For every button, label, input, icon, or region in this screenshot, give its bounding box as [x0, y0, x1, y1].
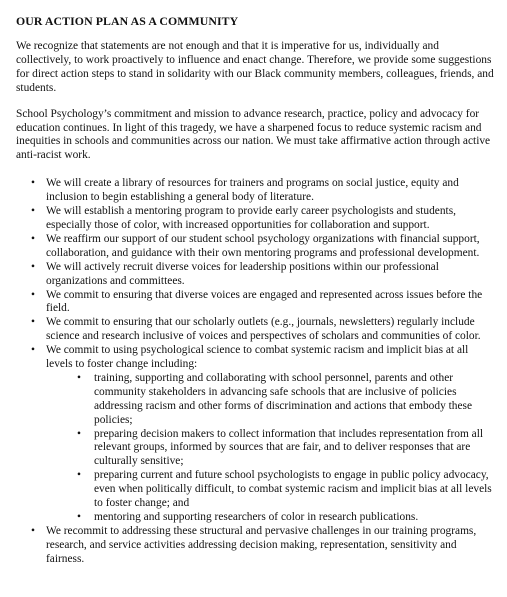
action-item-scholarly-outlets: • We commit to ensuring that our scholarly outlets (e.g., journals, newsletters) regularly include science and research inclusive of voices and perspectives of scholars and communities of color.: [16, 316, 495, 344]
action-item-diverse-voices: • We commit to ensuring that diverse voices are engaged and represented across issues before the field.: [16, 289, 495, 317]
sub-item-mentoring-researchers: • mentoring and supporting researchers of color in research publications.: [46, 511, 495, 525]
action-list: [16, 177, 495, 566]
action-item-psych-science: [16, 344, 495, 525]
intro-paragraph: We recognize that statements are not enough and that it is imperative for us, individually and collectively, to work proactively to influence and enact change. Therefore, we provide some suggestions for direct action steps to stand in solidarity with our Black community members, colleagues, friends, and students.: [16, 40, 494, 94]
sub-item-decision-makers: • preparing decision makers to collect information that includes representation from all relevant groups, informed by sources that are fair, and to deliver responses that are culturally sensitive;: [46, 428, 495, 470]
action-item-psych-science-text: We commit to using psychological science to combat systemic racism and implicit bias at all levels to foster change including:: [46, 344, 469, 371]
sub-action-list: [46, 372, 495, 525]
section-title: OUR ACTION PLAN AS A COMMUNITY: [16, 14, 239, 28]
action-item-recommit: • We recommit to addressing these structural and pervasive challenges in our training programs, research, and service activities addressing decision making, representation, sensitivity and fairness.: [16, 525, 495, 567]
sub-item-training: • training, supporting and collaborating with school personnel, parents and other community stakeholders in advancing safe schools that are inclusive of policies addressing racism and other forms of discrimination and actions that embody these policies;: [46, 372, 495, 428]
action-item-recruit: • We will actively recruit diverse voices for leadership positions within our professional organizations and committees.: [16, 261, 495, 289]
action-item-mentoring: • We will establish a mentoring program to provide early career psychologists and students, especially those of color, with increased opportunities for collaboration and support.: [16, 205, 495, 233]
commitment-paragraph: School Psychology’s commitment and mission to advance research, practice, policy and advocacy for education continues. In light of this tragedy, we have a sharpened focus to reduce systemic racism and inequities in schools and communities across our nation. We must take affirmative action through active anti-racist work.: [16, 107, 491, 162]
action-item-student-support: • We reaffirm our support of our student school psychology organizations with financial support, collaboration, and guidance with their own mentoring programs and professional development.: [16, 233, 495, 261]
sub-item-policy-advocacy: • preparing current and future school psychologists to engage in public policy advocacy, even when politically difficult, to combat systemic racism and implicit bias at all levels to foster change; and: [46, 469, 495, 511]
action-item-library: • We will create a library of resources for trainers and programs on social justice, equity and inclusion to begin establishing a general body of literature.: [16, 177, 495, 205]
